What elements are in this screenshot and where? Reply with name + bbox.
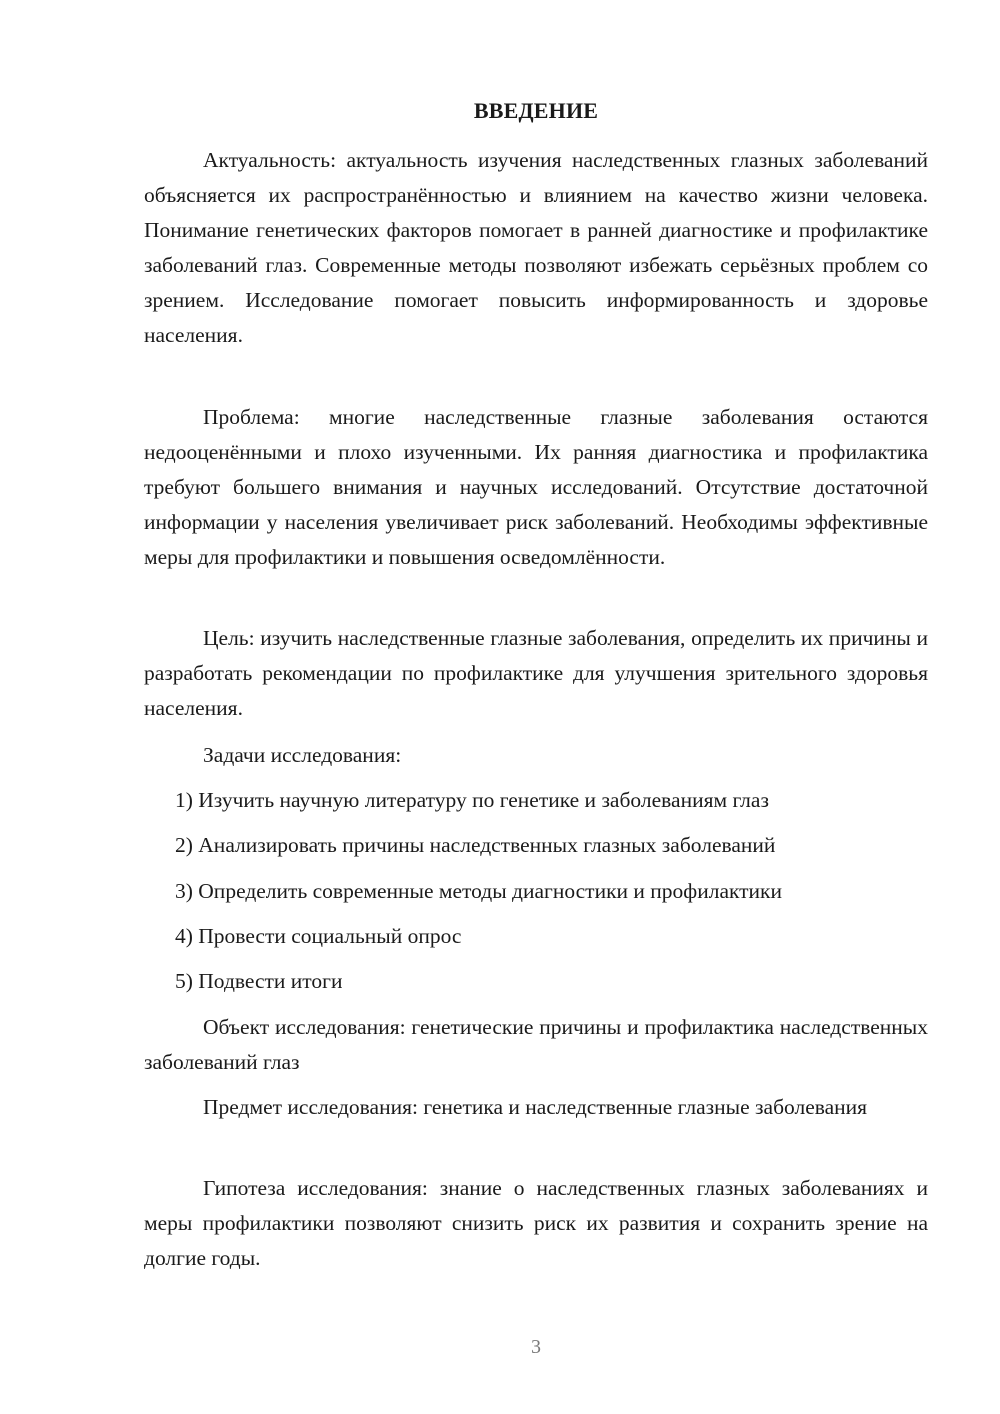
- paragraph-tasks-heading: Задачи исследования:: [203, 743, 402, 767]
- paragraph-relevance: Актуальность: актуальность изучения наследственных глазных заболеваний объясняется их распространённостью и влиянием на качество жизни человека. Понимание генетических факторов помогает в ранней диагностике и профилактике заболеваний глаз. Современные методы позволяют избежать серьёзных проблем со зрением. Исследование помогает повысить информированность и здоровье населения.: [144, 148, 928, 347]
- task-item: 2) Анализировать причины наследственных глазных заболеваний: [175, 833, 776, 857]
- task-item: 4) Провести социальный опрос: [175, 924, 462, 948]
- paragraph-goal: Цель: изучить наследственные глазные заболевания, определить их причины и разработать рекомендации по профилактике для улучшения зрительного здоровья населения.: [144, 626, 928, 720]
- task-item: 5) Подвести итоги: [175, 969, 343, 993]
- paragraph-hypothesis: Гипотеза исследования: знание о наследственных глазных заболеваниях и меры профилактики позволяют снизить риск их развития и сохранить зрение на долгие годы.: [144, 1176, 928, 1270]
- section-heading: ВВЕДЕНИЕ: [473, 98, 599, 123]
- paragraph-problem: Проблема: многие наследственные глазные заболевания остаются недооценёнными и плохо изученными. Их ранняя диагностика и профилактика требуют большего внимания и научных исследований. Отсутствие достаточной информации у населения увеличивает риск заболеваний. Необходимы эффективные меры для профилактики и повышения осведомлённости.: [144, 405, 928, 569]
- task-item: 3) Определить современные методы диагностики и профилактики: [175, 879, 783, 903]
- task-item: 1) Изучить научную литературу по генетике и заболеваниям глаз: [175, 788, 769, 812]
- paragraph-object: Объект исследования: генетические причины и профилактика наследственных заболеваний глаз: [144, 1015, 928, 1074]
- paragraph-subject: Предмет исследования: генетика и наследственные глазные заболевания: [203, 1095, 868, 1119]
- page-number: 3: [531, 1336, 541, 1358]
